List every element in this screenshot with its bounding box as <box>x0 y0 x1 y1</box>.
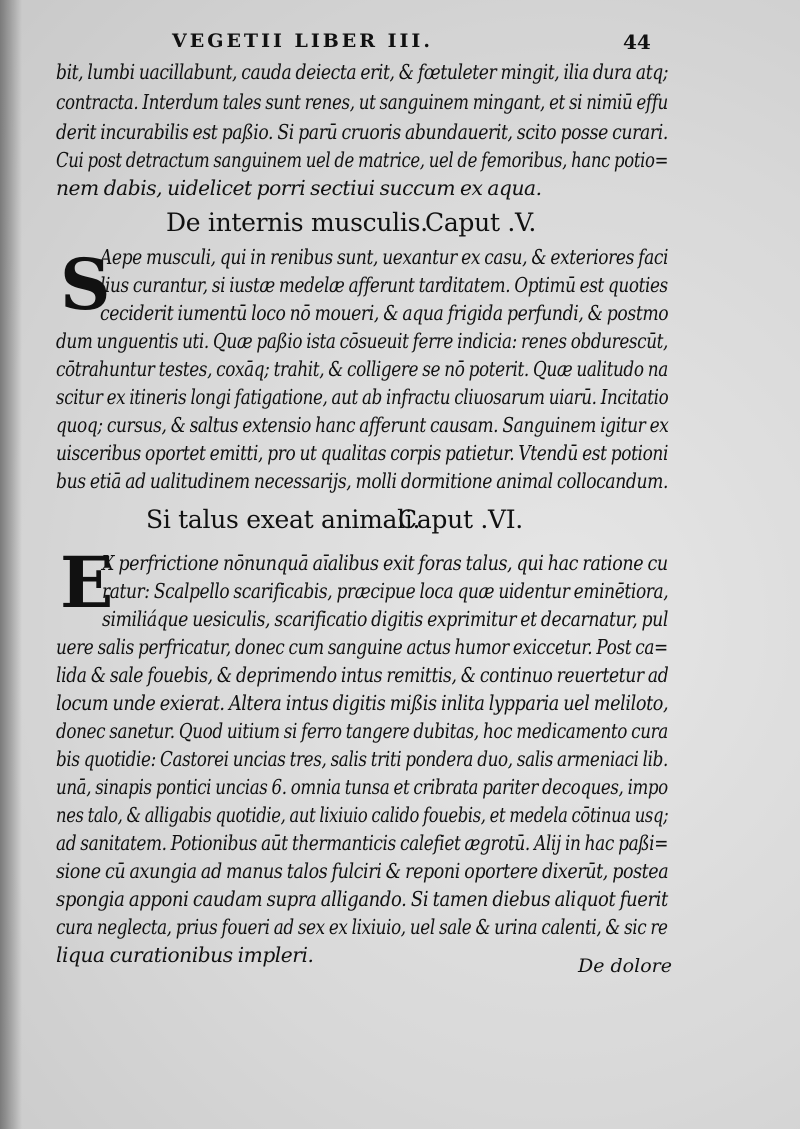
text-line: contracta. Interdum tales sunt renes, ut sanguinem mingant, et si nimiū effu <box>56 90 668 114</box>
text-line: Aepe musculi, qui in renibus sunt, uexantur ex casu, & exteriores faci <box>100 245 669 269</box>
drop-cap-initial: S <box>60 243 111 326</box>
chapter-heading-caput: Caput .VI. <box>398 505 523 534</box>
text-line: cōtrahuntur testes, coxāq; trahit, & colligere se nō poterit. Quæ ualitudo na <box>56 357 668 381</box>
chapter-heading-title: De internis musculis. <box>166 208 428 237</box>
text-line: liqua curationibus impleri. <box>56 943 314 967</box>
catchword: De dolore <box>578 955 672 977</box>
text-line: bus etiā ad ualitudinem necessarijs, molli dormitione animal collocandum. <box>56 469 669 493</box>
folio-number: 44 <box>623 30 651 54</box>
text-line: uisceribus oportet emitti, pro ut qualitas corpis patietur. Vtendū est potioni <box>56 441 669 465</box>
running-head: VEGETII LIBER III. <box>172 30 433 52</box>
text-line: Cui post detractum sanguinem uel de matrice, uel de femoribus, hanc potio= <box>56 148 669 172</box>
gutter-shadow <box>0 0 22 1129</box>
text-line: nes talo, & alligabis quotidie, aut lixiuio calido fouebis, et medela cōtinua usq; <box>56 803 669 827</box>
text-line: quoq; cursus, & saltus extensio hanc afferunt causam. Sanguinem igitur ex <box>56 413 669 437</box>
text-line: bit, lumbi uacillabunt, cauda deiecta erit, & fœtuleter mingit, ilia dura atq; <box>56 60 669 84</box>
text-line: scitur ex itineris longi fatigatione, aut ab infractu cliuosarum uiarū. Incitatio <box>56 385 669 409</box>
text-line: donec sanetur. Quod uitium si ferro tangere dubitas, hoc medicamento cura <box>56 719 668 743</box>
text-line: lida & sale fouebis, & deprimendo intus remittis, & continuo reuertetur ad <box>56 663 669 687</box>
text-line: ceciderit iumentū loco nō moueri, & aqua frigida perfundi, & postmo <box>100 301 669 325</box>
text-line: similiáque uesiculis, scarificatio digitis exprimitur et decarnatur, pul <box>102 607 669 631</box>
drop-cap-initial: E <box>60 541 114 624</box>
text-line: locum unde exierat. Altera intus digitis mißis inlita lypparia uel meliloto, <box>56 691 669 715</box>
text-line: spongia apponi caudam supra alligando. Si tamen diebus aliquot fuerit <box>56 887 668 911</box>
text-line: cura neglecta, prius foueri ad sex ex lixiuio, uel sale & urina calenti, & sic re <box>56 915 668 939</box>
text-line: ratur: Scalpello scarificabis, præcipue loca quæ uidentur eminētiora, <box>102 579 669 603</box>
chapter-heading-caput: Caput .V. <box>425 208 537 237</box>
text-line: unā, sinapis pontici uncias 6. omnia tunsa et cribrata pariter decoques, impo <box>56 775 668 799</box>
text-line: lius curantur, si iustæ medelæ afferunt tarditatem. Optimū est quoties <box>100 273 668 297</box>
chapter-heading-title: Si talus exeat animali. <box>146 505 421 534</box>
text-line: bis quotidie: Castorei uncias tres, salis triti pondera duo, salis armeniaci lib. <box>56 747 668 771</box>
text-line: ad sanitatem. Potionibus aūt thermanticis calefiet ægrotū. Alij in hac paßi= <box>56 831 668 855</box>
text-line: dum unguentis uti. Quæ paßio ista cōsueuit ferre indicia: renes obdurescūt, <box>56 329 669 353</box>
text-line: X perfrictione nōnunquā aīalibus exit foras talus, qui hac ratione cu <box>102 551 668 575</box>
text-line: derit incurabilis est paßio. Si parū cruoris abundauerit, scito posse curari. <box>56 120 668 144</box>
text-line: nem dabis, uidelicet porri sectiui succum ex aqua. <box>56 176 542 200</box>
text-line: sione cū axungia ad manus talos fulciri & reponi oportere dixerūt, postea <box>56 859 669 883</box>
text-line: uere salis perfricatur, donec cum sanguine actus humor exiccetur. Post ca= <box>56 635 668 659</box>
